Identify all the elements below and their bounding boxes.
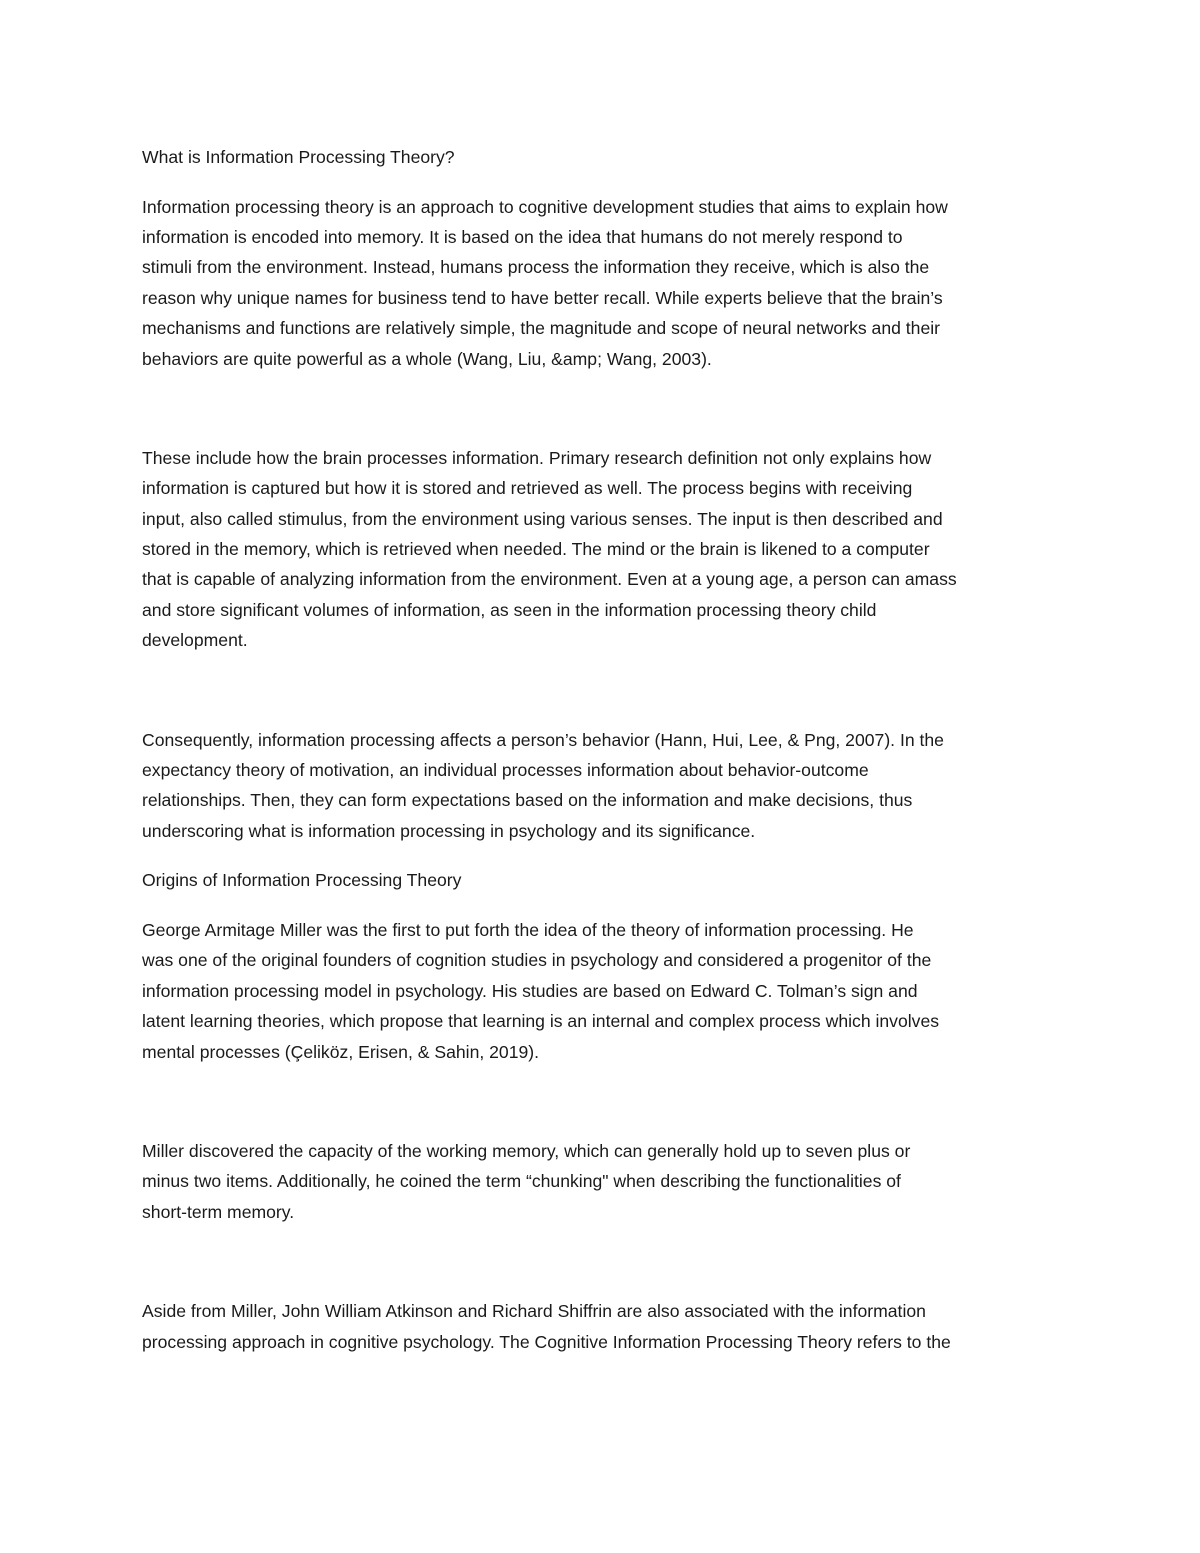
text-line: latent learning theories, which propose that learning is an internal and complex process which involves [142, 1011, 940, 1031]
text-line: information processing model in psychology. His studies are based on Edward C. Tolman’s sign and [142, 981, 918, 1001]
text-line: Aside from Miller, John William Atkinson and Richard Shiffrin are also associated with the information [142, 1301, 926, 1321]
text-line: development. [142, 630, 248, 650]
text-line: input, also called stimulus, from the environment using various senses. The input is then described and [142, 509, 943, 529]
text-line: expectancy theory of motivation, an individual processes information about behavior-outcome [142, 760, 869, 780]
page-heading: What is Information Processing Theory? [142, 147, 455, 167]
text-line: underscoring what is information processing in psychology and its significance. [142, 821, 756, 841]
text-line: reason why unique names for business tend to have better recall. While experts believe that the brain’s [142, 288, 943, 308]
text-line: stored in the memory, which is retrieved when needed. The mind or the brain is likened to a computer [142, 539, 930, 559]
text-line: Miller discovered the capacity of the working memory, which can generally hold up to seven plus or [142, 1141, 911, 1161]
text-line: mental processes (Çeliköz, Erisen, & Sahin, 2019). [142, 1042, 540, 1062]
text-line: minus two items. Additionally, he coined the term “chunking" when describing the functionalities of [142, 1171, 901, 1191]
text-line: Information processing theory is an approach to cognitive development studies that aims to explain how [142, 197, 948, 217]
text-line: that is capable of analyzing information from the environment. Even at a young age, a person can amass [142, 569, 957, 589]
text-line: behaviors are quite powerful as a whole (Wang, Liu, &amp; Wang, 2003). [142, 349, 712, 369]
text-line: stimuli from the environment. Instead, humans process the information they receive, which is also the [142, 257, 930, 277]
text-line: mechanisms and functions are relatively simple, the magnitude and scope of neural networks and their [142, 318, 941, 338]
text-line: processing approach in cognitive psychology. The Cognitive Information Processing Theory refers to the [142, 1332, 951, 1352]
text-line: and store significant volumes of information, as seen in the information processing theory child [142, 600, 877, 620]
text-line: George Armitage Miller was the first to put forth the idea of the theory of information processing. He [142, 920, 914, 940]
section-heading: Origins of Information Processing Theory [142, 870, 462, 890]
text-line: Consequently, information processing affects a person’s behavior (Hann, Hui, Lee, & Png, 2007). In the [142, 730, 944, 750]
text-line: was one of the original founders of cognition studies in psychology and considered a progenitor of the [142, 950, 932, 970]
text-line: information is captured but how it is stored and retrieved as well. The process begins with receiving [142, 478, 913, 498]
text-line: information is encoded into memory. It is based on the idea that humans do not merely respond to [142, 227, 903, 247]
text-line: These include how the brain processes information. Primary research definition not only explains how [142, 448, 932, 468]
text-line: relationships. Then, they can form expectations based on the information and make decisions, thus [142, 790, 913, 810]
text-line: short-term memory. [142, 1202, 295, 1222]
